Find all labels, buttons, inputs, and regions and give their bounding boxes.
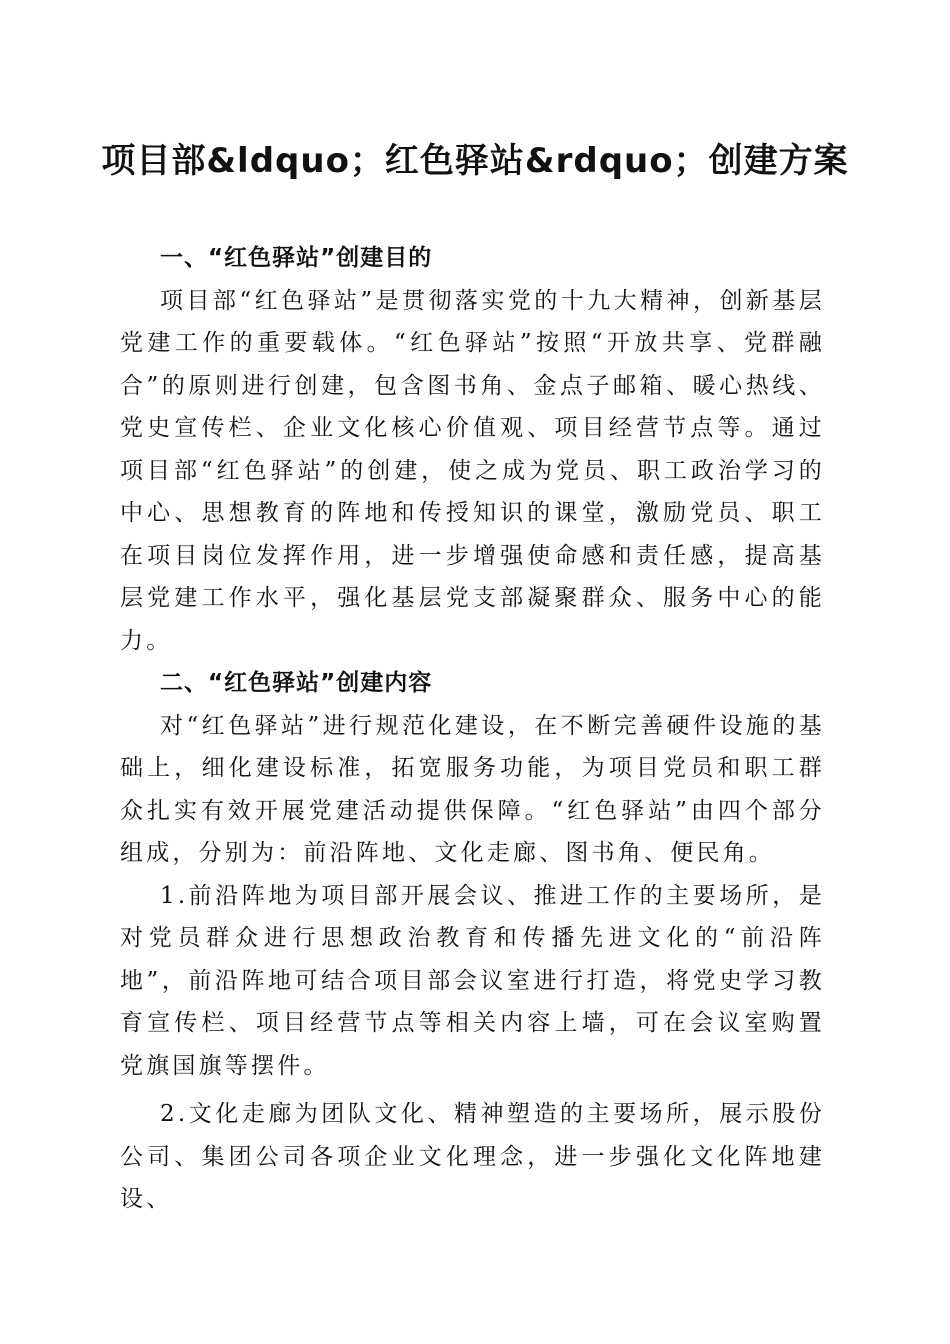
document-title: 项目部&ldquo；红色驿站&rdquo；创建方案 [101,141,849,181]
document-body [120,237,825,1221]
section-heading-purpose: 一、“红色驿站”创建目的 [160,245,433,271]
paragraph-content-intro: 对“红色驿站”进行规范化建设，在不断完善硬件设施的基础上，细化建设标准，拓宽服务功能，为项目党员和职工群众扎实有效开展党建活动提供保障。“红色驿站”由四个部分组成，分别为：前沿阵地、文化走廊、图书角、便民角。 [120,712,825,866]
paragraph-culture-corridor: 2.文化走廊为团队文化、精神塑造的主要场所，展示股份公司、集团公司各项企业文化理念，进一步强化文化阵地建设、 [120,1101,825,1212]
section-heading-content: 二、“红色驿站”创建内容 [160,670,433,696]
paragraph-purpose: 项目部“红色驿站”是贯彻落实党的十九大精神，创新基层党建工作的重要载体。“红色驿站”按照“开放共享、党群融合”的原则进行创建，包含图书角、金点子邮箱、暖心热线、党史宣传栏、企业文化核心价值观、项目经营节点等。通过项目部“红色驿站”的创建，使之成为党员、职工政治学习的中心、思想教育的阵地和传授知识的课堂，激励党员、职工在项目岗位发挥作用，进一步增强使命感和责任感，提高基层党建工作水平，强化基层党支部凝聚群众、服务中心的能力。 [120,287,825,654]
paragraph-frontline-position: 1.前沿阵地为项目部开展会议、推进工作的主要场所，是对党员群众进行思想政治教育和传播先进文化的“前沿阵地”，前沿阵地可结合项目部会议室进行打造，将党史学习教育宣传栏、项目经营节点等相关内容上墙，可在会议室购置党旗国旗等摆件。 [120,882,825,1079]
